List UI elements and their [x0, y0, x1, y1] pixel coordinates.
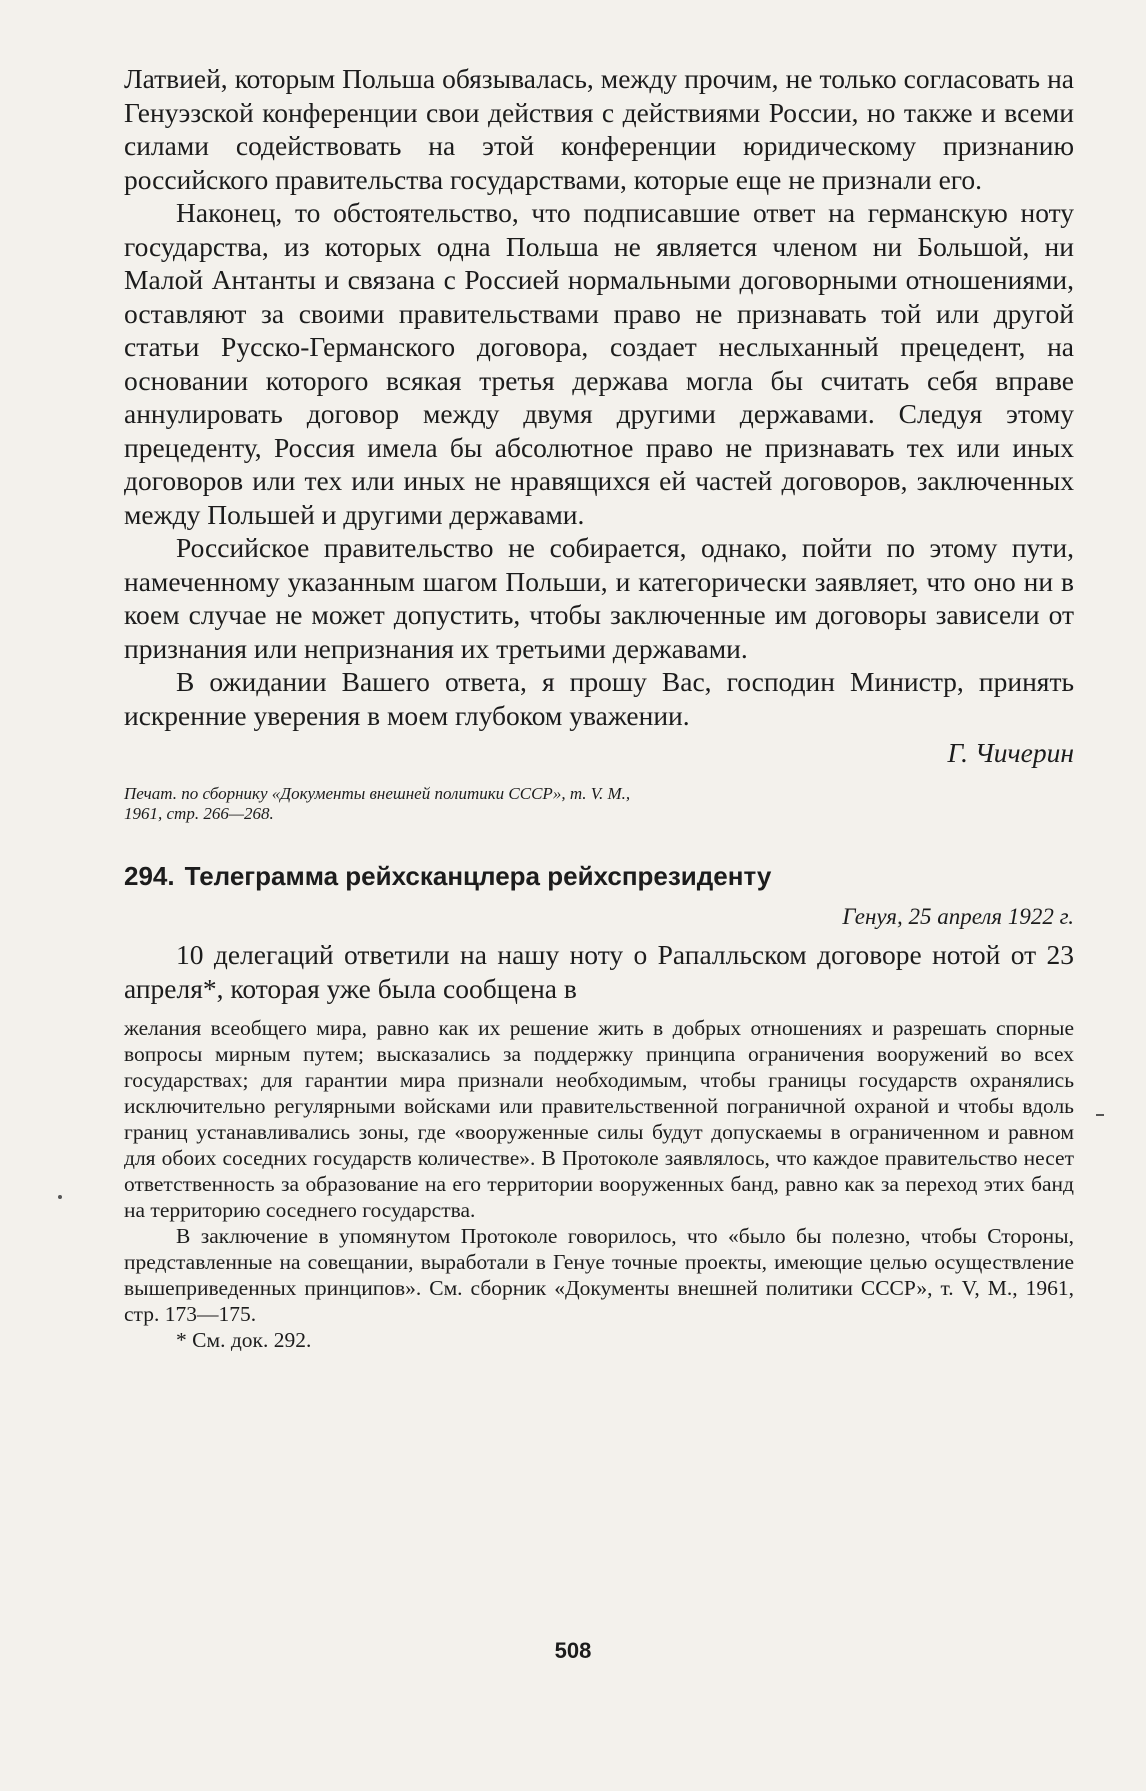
footnotes	[124, 1015, 1074, 1353]
margin-dot	[58, 1195, 62, 1199]
page-number: 508	[554, 1638, 592, 1663]
signature: Г. Чичерин	[947, 737, 1074, 768]
footnote-star: * См. док. 292.	[176, 1328, 312, 1352]
paragraph: В ожидании Вашего ответа, я прошу Вас, господин Министр, принять искренние уверения в моем глубоком уважении.	[124, 666, 1074, 731]
main-text	[124, 62, 1074, 732]
footnote-conclusion: В заключение в упомянутом Протоколе говорилось, что «было бы полезно, чтобы Стороны, представленные на совещании, выработали в Генуе точные проекты, имеющие целью осуществление вышеприведенных принципов». См. сборник «Документы внешней политики СССР», т. V, М., 1961, стр. 173—175.	[124, 1224, 1074, 1326]
paragraph: Российское правительство не собирается, однако, пойти по этому пути, намеченному указанным шагом Польши, и категорически заявляет, что оно ни в коем случае не может допустить, чтобы заключенные им договоры зависели от признания или непризнания их третьими державами.	[124, 532, 1074, 664]
margin-dash	[1096, 1114, 1104, 1116]
source-citation: Печат. по сборнику «Документы внешней политики СССР», т. V. М., 1961, стр. 266—268.	[124, 784, 631, 823]
dateline: Генуя, 25 апреля 1922 г.	[842, 904, 1074, 929]
paragraph: Наконец, то обстоятельство, что подписавшие ответ на германскую ноту государства, из которых одна Польша не является членом ни Большой, ни Малой Антанты и связана с Россией нормальными договорными отношениями, оставляют за своими правительствами право не признавать той или другой статьи Русско-Германского договора, создает неслыханный прецедент, на основании которого всякая третья держава могла бы считать себя вправе аннулировать договор между двумя другими державами. Следуя этому прецеденту, Россия имела бы абсолютное право не признавать тех или иных договоров или тех или иных не нравящихся ей частей договоров, заключенных между Польшей и другими державами.	[124, 197, 1074, 530]
paragraph: Латвией, которым Польша обязывалась, между прочим, не только согласовать на Генуэзской конференции свои действия с действиями России, но также и всеми силами содействовать на этой конференции юридическому признанию российского правительства государствами, которые еще не признали его.	[124, 63, 1074, 195]
footnote-continuation: желания всеобщего мира, равно как их решение жить в добрых отношениях и разрешать спорные вопросы мирным путем; высказались за поддержку принципа ограничения вооружений во всех государствах; для гарантии мира признали необходимым, чтобы границы государств охранялись исключительно регулярными войсками или правительственной пограничной охраной и чтобы вдоль границ устанавливались зоны, где «вооруженные силы будут допускаемы в ограниченном и равном для обоих соседних государств количестве». В Протоколе заявлялось, что каждое правительство несет ответственность за образование на его территории вооруженных банд, равно как за переход этих банд на территорию соседнего государства.	[124, 1016, 1074, 1222]
document-heading	[124, 860, 1074, 892]
page	[124, 62, 1074, 1353]
document-title: Телеграмма рейхсканцлера рейхспрезиденту	[184, 861, 772, 891]
telegram-text	[124, 938, 1074, 1005]
paragraph: 10 делегаций ответили на нашу ноту о Рапалльском договоре нотой от 23 апреля*, которая уже была сообщена в	[124, 939, 1074, 1004]
document-number: 294.	[124, 861, 175, 891]
